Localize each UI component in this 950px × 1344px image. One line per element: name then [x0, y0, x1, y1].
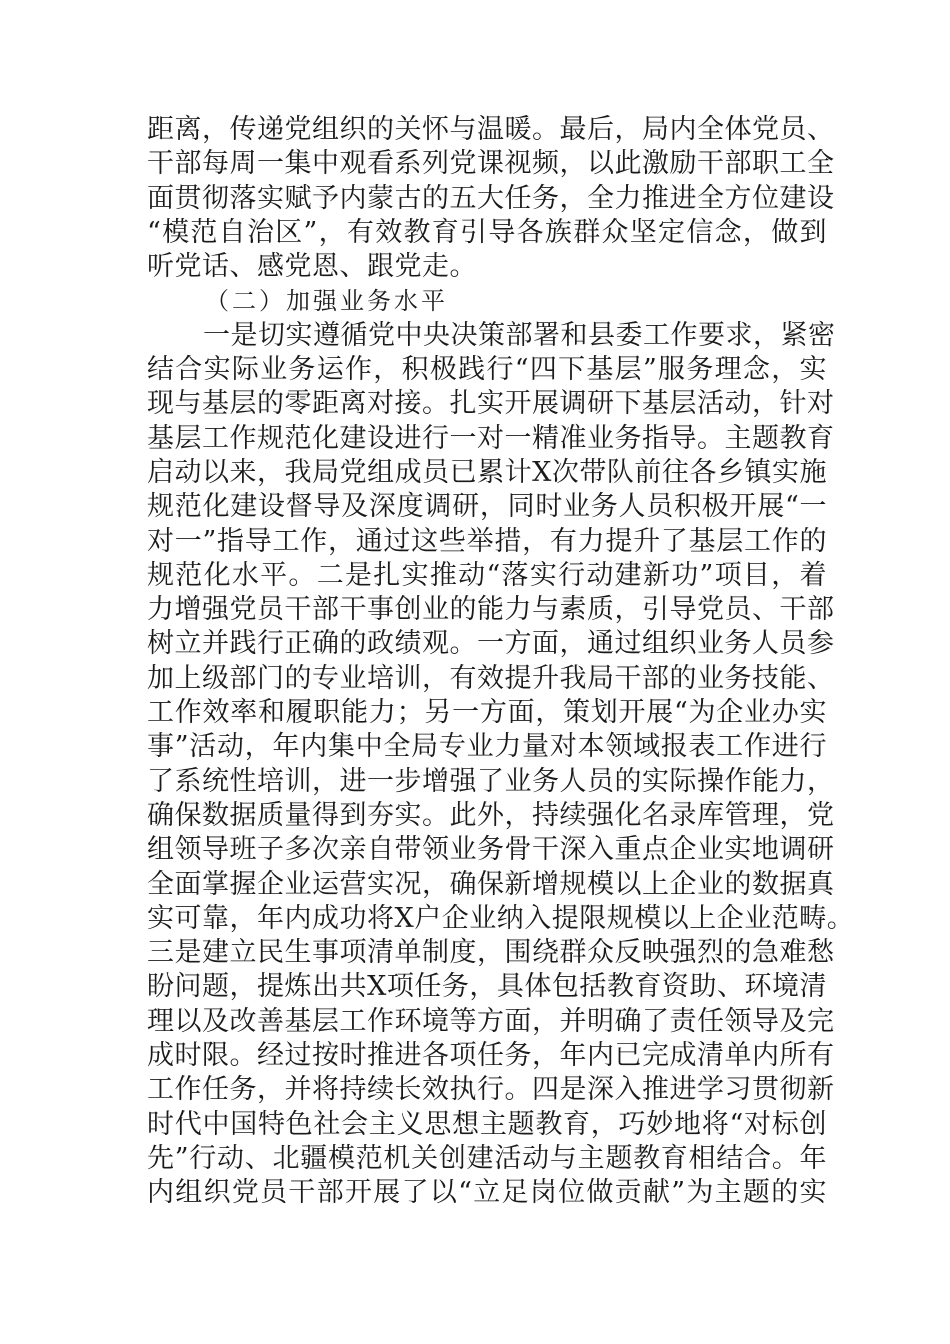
- document-page: [147, 113, 855, 1211]
- text-line: 三是建立民生事项清单制度，围绕群众反映强烈的急难愁: [147, 937, 835, 969]
- text-line: 组领导班子多次亲自带领业务骨干深入重点企业实地调研: [147, 834, 835, 866]
- text-line: 规范化建设督导及深度调研，同时业务人员积极开展“一: [147, 491, 827, 523]
- text-line: 力增强党员干部干事创业的能力与素质，引导党员、干部: [147, 594, 835, 626]
- text-line: 工作任务，并将持续长效执行。四是深入推进学习贯彻新: [147, 1074, 835, 1106]
- text-line: 面贯彻落实赋予内蒙古的五大任务，全力推进全方位建设: [147, 182, 835, 214]
- paragraph-first-line: 一是切实遵循党中央决策部署和县委工作要求，紧密: [203, 319, 836, 351]
- text-line: 听党话、感党恩、跟党走。: [147, 251, 477, 283]
- text-line: 现与基层的零距离对接。扎实开展调研下基层活动，针对: [147, 388, 835, 420]
- text-line: 确保数据质量得到夯实。此外，持续强化名录库管理，党: [147, 799, 835, 831]
- section-heading: （二）加强业务水平: [205, 287, 448, 316]
- text-line: 盼问题，提炼出共X项任务，具体包括教育资助、环境清: [147, 971, 827, 1003]
- text-line: 距离，传递党组织的关怀与温暖。最后，局内全体党员、: [147, 114, 835, 145]
- text-line: 理以及改善基层工作环境等方面，并明确了责任领导及完: [147, 1005, 835, 1037]
- text-line: 加上级部门的专业培训，有效提升我局干部的业务技能、: [147, 662, 835, 694]
- text-line: 了系统性培训，进一步增强了业务人员的实际操作能力，: [147, 765, 835, 797]
- text-line: 启动以来，我局党组成员已累计X次带队前往各乡镇实施: [147, 456, 827, 488]
- text-line: 事”活动，年内集中全局专业力量对本领域报表工作进行: [147, 731, 827, 763]
- text-line: 全面掌握企业运营实况，确保新增规模以上企业的数据真: [147, 868, 835, 900]
- text-line: 对一”指导工作，通过这些举措，有力提升了基层工作的: [147, 525, 827, 557]
- text-line: 时代中国特色社会主义思想主题教育，巧妙地将“对标创: [147, 1108, 827, 1140]
- text-line: 工作效率和履职能力；另一方面，策划开展“为企业办实: [147, 697, 827, 729]
- text-line: 规范化水平。二是扎实推动“落实行动建新功”项目，着: [147, 559, 827, 591]
- text-line: “模范自治区”，有效教育引导各族群众坚定信念，做到: [147, 216, 827, 248]
- text-line: 成时限。经过按时推进各项任务，年内已完成清单内所有: [147, 1040, 835, 1072]
- text-line: 内组织党员干部开展了以“立足岗位做贡献”为主题的实: [147, 1177, 827, 1209]
- text-line: 实可靠，年内成功将X户企业纳入提限规模以上企业范畴。: [147, 902, 855, 934]
- text-line: 树立并践行正确的政绩观。一方面，通过组织业务人员参: [147, 628, 835, 660]
- text-line: 先”行动、北疆模范机关创建活动与主题教育相结合。年: [147, 1142, 827, 1174]
- text-line: 结合实际业务运作，积极践行“四下基层”服务理念，实: [147, 354, 827, 386]
- text-line: 基层工作规范化建设进行一对一精准业务指导。主题教育: [147, 422, 835, 454]
- text-line: 干部每周一集中观看系列党课视频，以此激励干部职工全: [147, 148, 835, 180]
